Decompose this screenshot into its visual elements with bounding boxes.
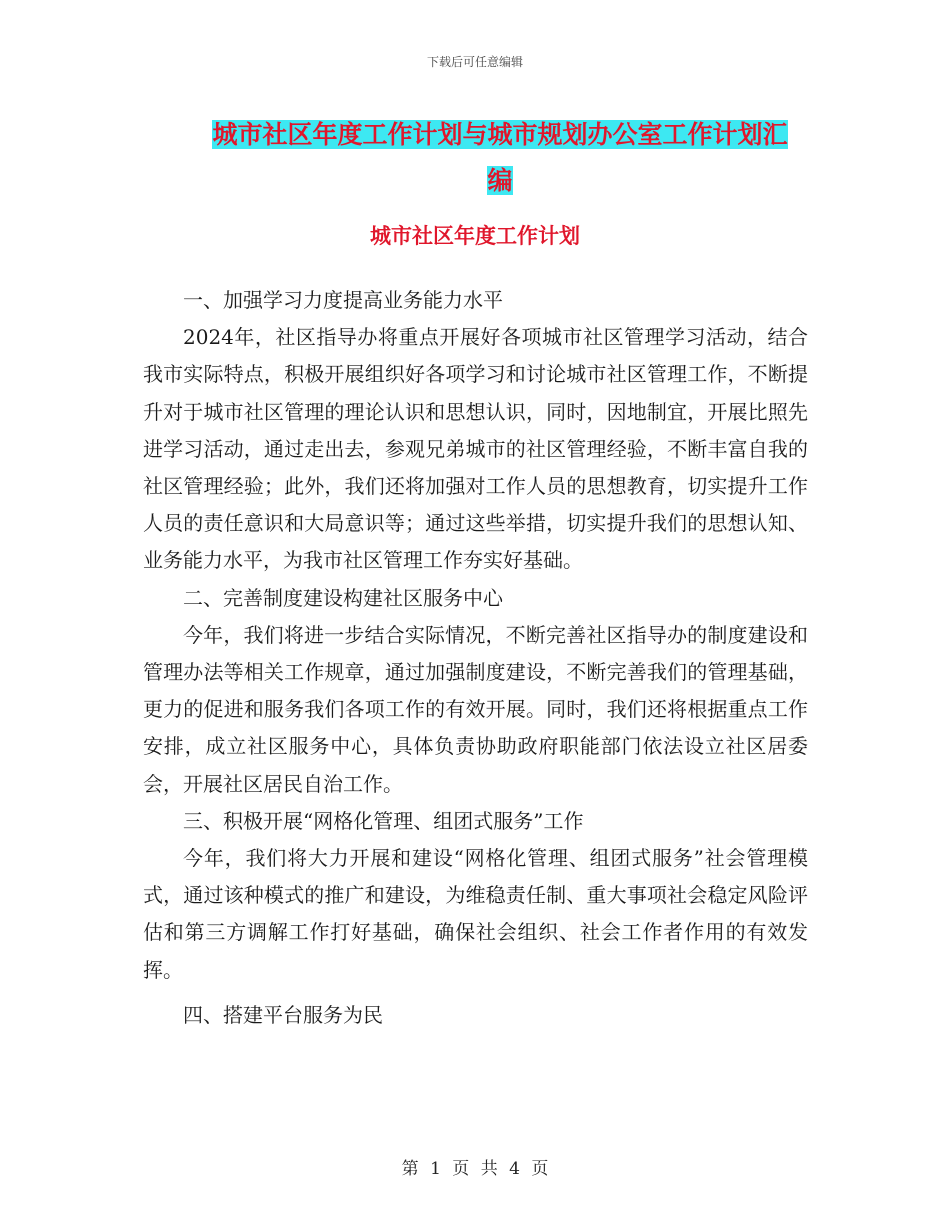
document-title-line1: 城市社区年度工作计划与城市规划办公室工作计划汇 (212, 120, 788, 149)
section-title: 城市社区年度工作计划 (370, 224, 580, 248)
document-title (190, 112, 810, 204)
header-note: 下载后可任意编辑 (426, 55, 523, 69)
document-body (143, 282, 808, 1034)
paragraph-heading-2: 二、完善制度建设构建社区服务中心 (183, 585, 503, 610)
paragraph-2: 今年，我们将进一步结合实际情况，不断完善社区指导办的制度建设和管理办法等相关工作规章，通过加强制度建设，不断完善我们的管理基础，更力的促进和服务我们各项工作的有效开展。同时，我们还将根据重点工作安排，成立社区服务中心，具体负责协助政府职能部门依法设立社区居委会，开展社区居民自治工作。 (143, 622, 808, 796)
document-title-line2: 编 (487, 166, 513, 195)
paragraph-heading-4: 四、搭建平台服务为民 (183, 1002, 383, 1027)
page-footer: 第 1 页 共 4 页 (401, 1159, 549, 1179)
paragraph-heading-3: 三、积极开展“网格化管理、组团式服务”工作 (183, 808, 584, 833)
paragraph-heading-1: 一、加强学习力度提高业务能力水平 (183, 288, 503, 312)
paragraph-1: 2024年，社区指导办将重点开展好各项城市社区管理学习活动，结合我市实际特点，积极开展组织好各项学习和讨论城市社区管理工作，不断提升对于城市社区管理的理论认识和思想认识，同时，因地制宜，开展比照先进学习活动，通过走出去，参观兄弟城市的社区管理经验，不断丰富自我的社区管理经验；此外，我们还将加强对工作人员的思想教育，切实提升工作人员的责任意识和大局意识等；通过这些举措，切实提升我们的思想认知、业务能力水平，为我市社区管理工作夯实好基础。 (143, 325, 808, 573)
paragraph-3: 今年，我们将大力开展和建设“网格化管理、组团式服务”社会管理模式，通过该种模式的推广和建设，为维稳责任制、重大事项社会稳定风险评估和第三方调解工作打好基础，确保社会组织、社会工作者作用的有效发挥。 (143, 846, 808, 982)
